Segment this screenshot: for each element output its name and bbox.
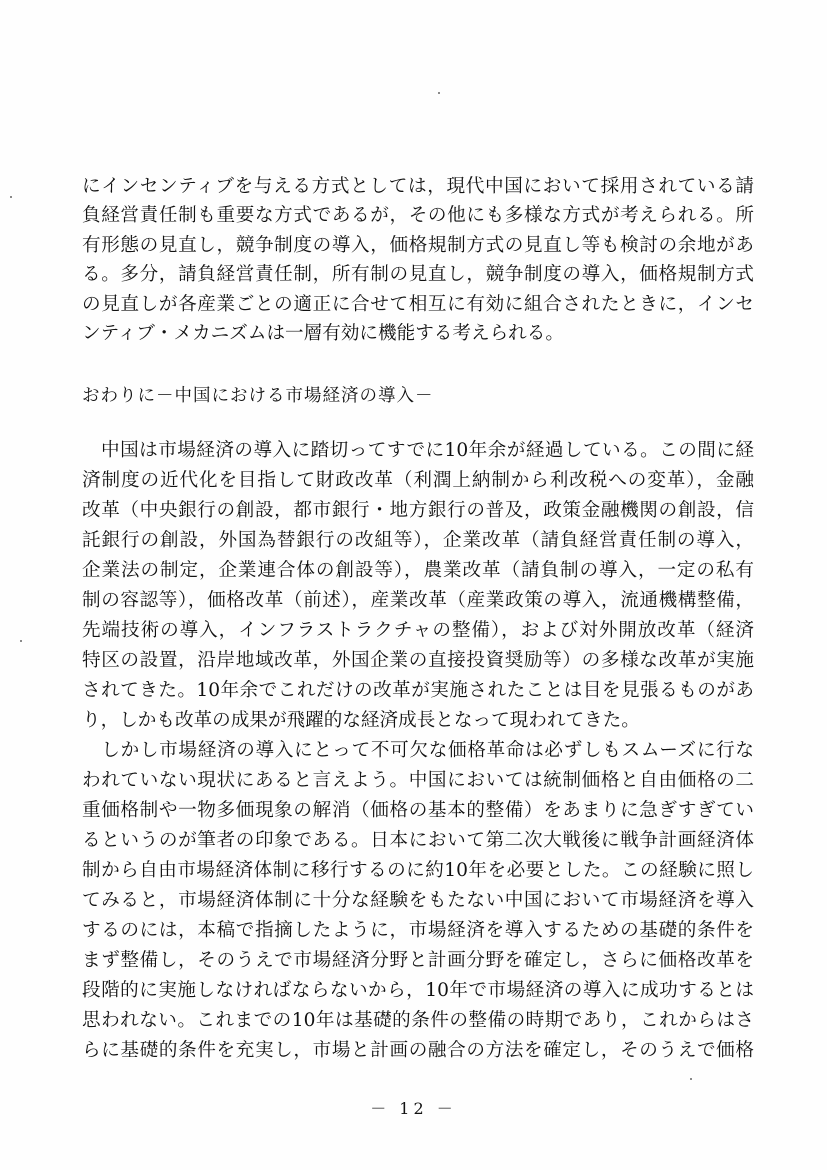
scan-speck bbox=[438, 92, 440, 94]
text-line: てみると，市場経済体制に十分な経験をもたない中国において市場経済を導入 bbox=[82, 890, 754, 911]
text-line: 有形態の見直し，競争制度の導入，価格規制方式の見直し等も検討の余地があ bbox=[82, 235, 754, 256]
text-line: らに基礎的条件を充実し，市場と計画の融合の方法を確定し，そのうえで価格 bbox=[82, 1040, 754, 1061]
text-line: 制から自由市場経済体制に移行するのに約10年を必要とした。この経験に照し bbox=[82, 860, 754, 881]
text-line: る。多分，請負経営責任制，所有制の見直し，競争制度の導入，価格規制方式 bbox=[82, 264, 754, 285]
text-line: 済制度の近代化を目指して財政改革（利潤上納制から利改税への変革），金融 bbox=[82, 470, 754, 491]
text-line: 負経営責任制も重要な方式であるが，その他にも多様な方式が考えられる。所 bbox=[82, 205, 754, 226]
text-line: の見直しが各産業ごとの適正に合せて相互に有効に組合されたときに，インセ bbox=[82, 294, 754, 315]
text-line: 中国は市場経済の導入に踏切ってすでに10年余が経過している。この間に経 bbox=[82, 440, 754, 461]
text-line: り，しかも改革の成果が飛躍的な経済成長となって現われてきた。 bbox=[82, 710, 640, 731]
text-line: われていない現状にあると言えよう。中国においては統制価格と自由価格の二 bbox=[82, 770, 754, 791]
text-line: しかし市場経済の導入にとって不可欠な価格革命は必ずしもスムーズに行な bbox=[82, 740, 754, 761]
text-line: ンティブ・メカニズムは一層有効に機能する考えられる。 bbox=[82, 323, 564, 344]
page-number: － 12 － bbox=[370, 1099, 457, 1118]
text-line: 託銀行の創設，外国為替銀行の改組等），企業改革（請負経営責任制の導入， bbox=[82, 530, 754, 551]
text-line: するのには，本稿で指摘したように，市場経済を導入するための基礎的条件を bbox=[82, 920, 754, 941]
text-line: るというのが筆者の印象である。日本において第二次大戦後に戦争計画経済体 bbox=[82, 830, 754, 851]
scan-speck bbox=[690, 1078, 692, 1080]
section-heading: おわりに－中国における市場経済の導入－ bbox=[82, 386, 434, 406]
text-line: 特区の設置，沿岸地域改革，外国企業の直接投資奨励等）の多様な改革が実施 bbox=[82, 650, 754, 671]
text-line: 思われない。これまでの10年は基礎的条件の整備の時期であり，これからはさ bbox=[82, 1010, 754, 1031]
text-line: 先端技術の導入，インフラストラクチャの整備），および対外開放改革（経済 bbox=[82, 620, 754, 641]
text-line: 企業法の制定，企業連合体の創設等），農業改革（請負制の導入，一定の私有 bbox=[82, 560, 754, 581]
text-line: されてきた。10年余でこれだけの改革が実施されたことは目を見張るものがあ bbox=[82, 680, 754, 701]
scan-speck bbox=[20, 640, 22, 642]
text-line: まず整備し，そのうえで市場経済分野と計画分野を確定し，さらに価格改革を bbox=[82, 950, 754, 971]
text-line: 重価格制や一物多価現象の解消（価格の基本的整備）をあまりに急ぎすぎてい bbox=[82, 800, 754, 821]
scan-speck bbox=[10, 196, 12, 198]
text-line: 改革（中央銀行の創設，都市銀行・地方銀行の普及，政策金融機関の創設，信 bbox=[82, 500, 754, 521]
text-line: 段階的に実施しなければならないから，10年で市場経済の導入に成功するとは bbox=[82, 980, 754, 1001]
text-line: 制の容認等），価格改革（前述），産業改革（産業政策の導入，流通機構整備， bbox=[82, 590, 754, 611]
text-line: にインセンティブを与える方式としては，現代中国において採用されている請 bbox=[82, 176, 754, 197]
